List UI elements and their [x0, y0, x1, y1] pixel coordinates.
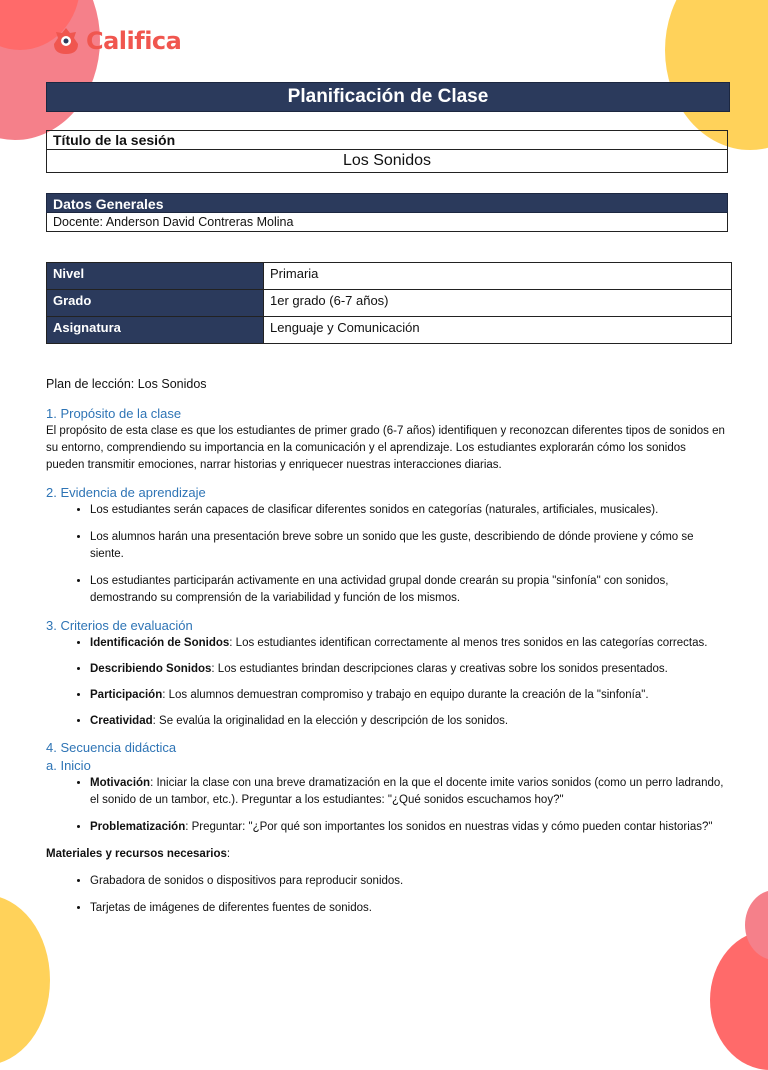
materials-list [46, 873, 726, 917]
list-item [90, 713, 726, 730]
criterion-term: Describiendo Sonidos [90, 663, 212, 675]
page-title: Planificación de Clase [46, 82, 730, 112]
section-heading-purpose: 1. Propósito de la clase [46, 406, 182, 421]
criteria-list [46, 635, 726, 730]
criterion-text: : Los estudiantes identifican correctamente al menos tres sonidos en las categorías correctas. [229, 637, 708, 649]
section-heading-criteria: 3. Criterios de evaluación [46, 618, 193, 633]
decor-blob-top-right [665, 0, 768, 150]
info-key: Grado [47, 290, 264, 317]
info-value: 1er grado (6-7 años) [264, 290, 732, 317]
list-item [90, 661, 726, 678]
step-term: Problematización [90, 821, 186, 833]
materials-label [46, 846, 726, 863]
session-title-label: Título de la sesión [46, 130, 728, 150]
purpose-text: El propósito de esta clase es que los estudiantes de primer grado (6-7 años) identifiquen y reconozcan diferentes tipos de sonidos en su entorno, comprendiendo su importancia en la comunicación y el aprendizaje. Los estudiantes explorarán cómo los sonidos pueden transmitir emociones, narrar historias y enriquecer nuestras interacciones diarias. [46, 425, 725, 471]
subsection-heading-start: a. Inicio [46, 758, 91, 773]
info-value: Lenguaje y Comunicación [264, 317, 732, 344]
criterion-term: Creatividad [90, 715, 153, 727]
table-row [47, 290, 732, 317]
info-key: Asignatura [47, 317, 264, 344]
step-text: : Preguntar: "¿Por qué son importantes los sonidos en nuestras vidas y cómo pueden contar historias?" [185, 821, 713, 833]
list-item [90, 635, 726, 652]
list-item [90, 819, 726, 836]
logo-mascot-icon [52, 26, 80, 56]
brand-logo [52, 26, 181, 56]
step-term: Motivación [90, 777, 151, 789]
section-heading-evidence: 2. Evidencia de aprendizaje [46, 485, 206, 500]
evidence-list [46, 502, 726, 607]
criterion-text: : Se evalúa la originalidad en la elección y descripción de los sonidos. [152, 715, 509, 727]
table-row [47, 317, 732, 344]
teacher-name: Docente: Anderson David Contreras Molina [46, 213, 728, 232]
criterion-text: : Los estudiantes brindan descripciones claras y creativas sobre los sonidos presentados. [211, 663, 668, 675]
section-heading-sequence: 4. Secuencia didáctica [46, 740, 177, 755]
list-item: • Grabadora de sonidos o dispositivos para reproducir sonidos. [90, 873, 726, 890]
table-row [47, 263, 732, 290]
criterion-term: Identificación de Sonidos [90, 637, 230, 649]
list-item [90, 775, 726, 809]
list-item: • Tarjetas de imágenes de diferentes fuentes de sonidos. [90, 900, 726, 917]
start-list [46, 775, 726, 836]
info-key: Nivel [47, 263, 264, 290]
lesson-plan-body [46, 376, 726, 927]
info-value: Primaria [264, 263, 732, 290]
decor-blob-bottom-left [0, 895, 50, 1065]
list-item [90, 687, 726, 704]
brand-name: Califica [86, 27, 182, 55]
plan-title: Plan de lección: Los Sonidos [46, 377, 207, 391]
criterion-text: : Los alumnos demuestran compromiso y trabajo en equipo durante la creación de la "sinfonía". [162, 689, 649, 701]
step-text: : Iniciar la clase con una breve dramatización en la que el docente imite varios sonidos (como un perro ladrando, el sonido de un tambor, etc.). Preguntar a los estudiantes: "¿Qué sonidos escuchamos hoy?" [90, 777, 724, 806]
list-item: • Los alumnos harán una presentación breve sobre un sonido que les guste, describiendo de dónde proviene y cómo se siente. [90, 529, 726, 563]
criterion-term: Participación [90, 689, 163, 701]
list-item: • Los estudiantes participarán activamente en una actividad grupal donde crearán su propia "sinfonía" con sonidos, demostrando su comprensión de la variabilidad y función de los mismos. [90, 573, 726, 607]
general-data-heading: Datos Generales [46, 193, 728, 213]
course-info-table [46, 262, 732, 344]
session-title-value: Los Sonidos [46, 150, 728, 173]
materials-label-text: Materiales y recursos necesarios [46, 848, 227, 860]
materials-label-colon: : [226, 848, 231, 860]
list-item: • Los estudiantes serán capaces de clasificar diferentes sonidos en categorías (naturales, artificiales, musicales). [90, 502, 726, 519]
